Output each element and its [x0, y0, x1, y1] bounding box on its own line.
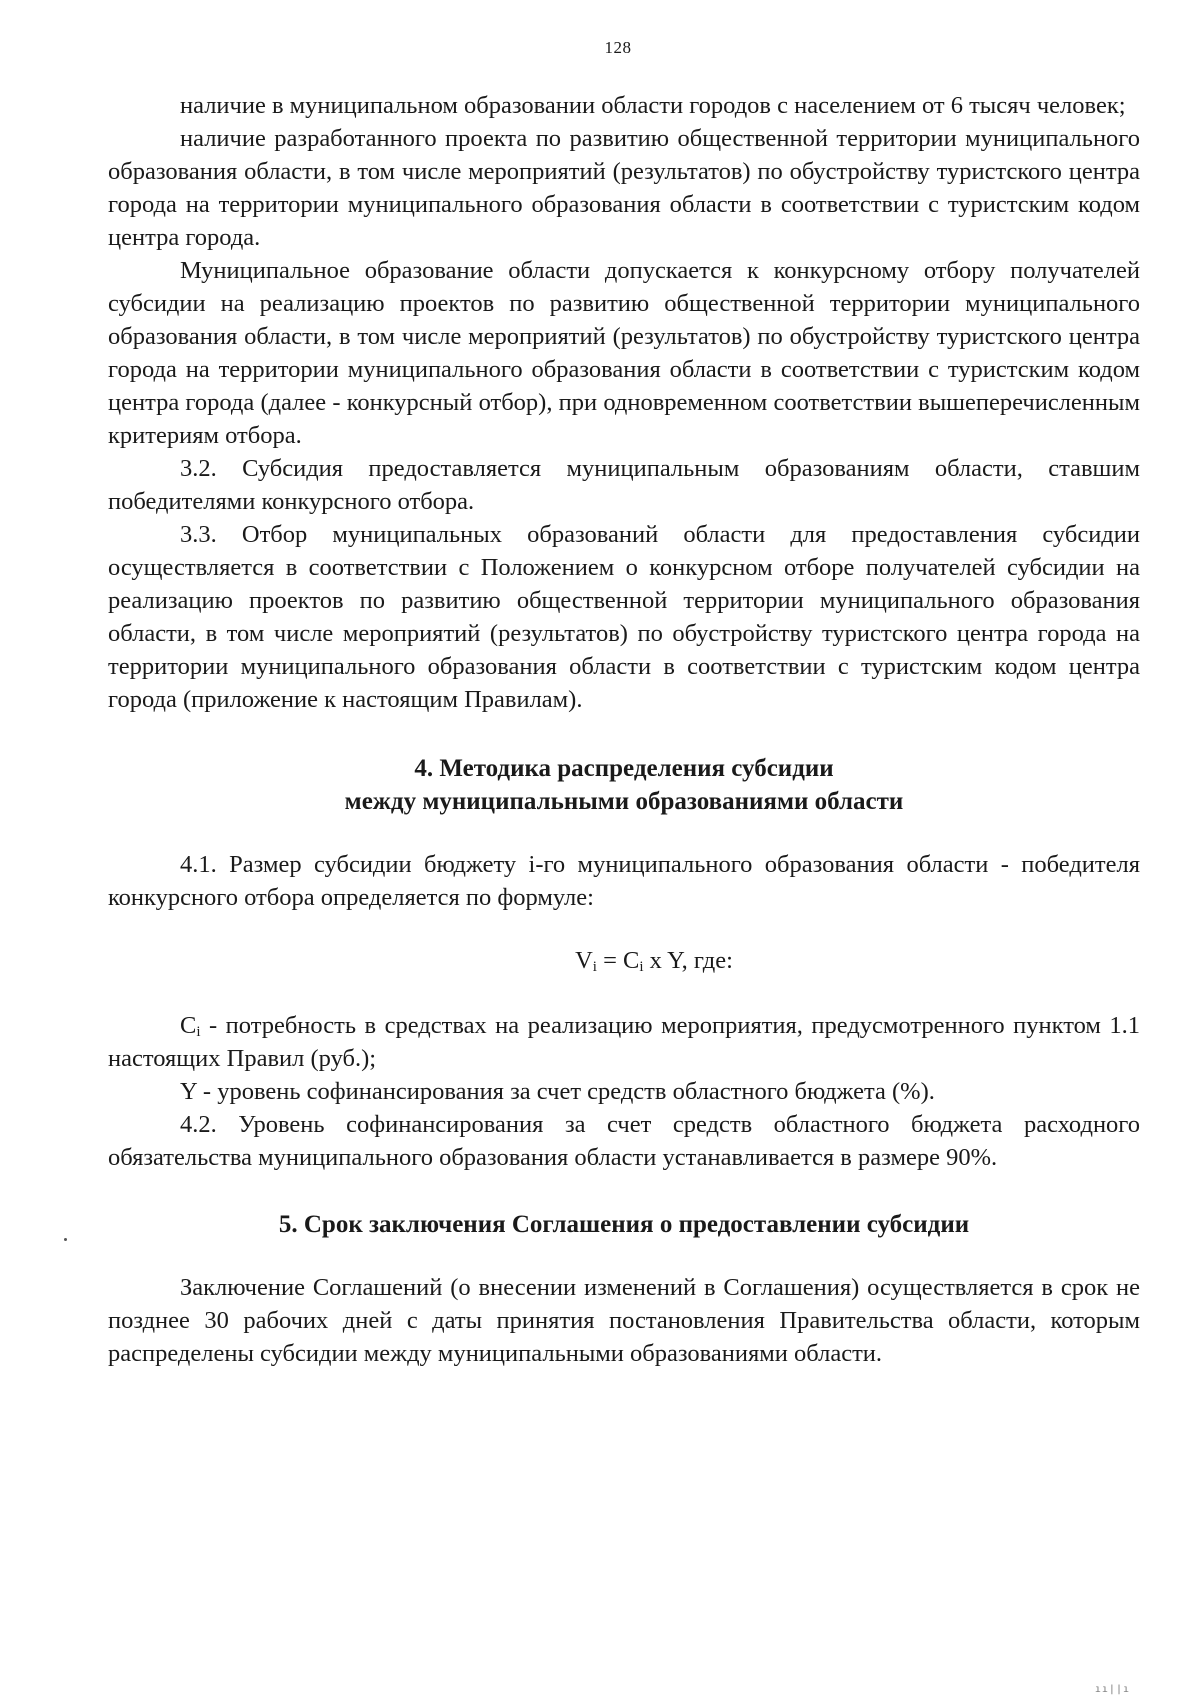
- paragraph-4-1: 4.1. Размер субсидии бюджету i-го муниципального образования области - победителя конкурсного отбора определяется по формуле:: [108, 851, 1140, 911]
- formula-v: V: [575, 947, 593, 974]
- paragraph-5-1: Заключение Соглашений (о внесении изменений в Соглашения) осуществляется в срок не позднее 30 рабочих дней с даты принятия постановления Правительства области, которым распределены субсидии между муниципальными образованиями области.: [108, 1274, 1140, 1367]
- definition-c-sub: i: [196, 1024, 201, 1040]
- paragraph-admission: Муниципальное образование области допускается к конкурсному отбору получателей субсидии на реализацию проектов по развитию общественной территории муниципального образования области, в том числе мероприятий (результатов) по обустройству туристского центра города на территории муниципального образования области в соответствии с туристским кодом центра города (далее - конкурсный отбор), при одновременном соответствии вышеперечисленным критериям отбора.: [108, 257, 1140, 449]
- formula-equals: =: [596, 947, 624, 974]
- formula-v-sub: i: [592, 959, 597, 975]
- section-4-heading-line1: 4. Методика распределения субсидии: [414, 755, 834, 782]
- paragraph-3-2: 3.2. Субсидия предоставляется муниципальным образованиям области, ставшим победителями конкурсного отбора.: [108, 455, 1140, 515]
- formula-c: C: [623, 947, 640, 974]
- paragraph-criteria-project: наличие разработанного проекта по развитию общественной территории муниципального образования области, в том числе мероприятий (результатов) по обустройству туристского центра города на территории муниципального образования области в соответствии с туристским кодом центра города.: [108, 125, 1140, 251]
- definition-c-symbol: C: [180, 1012, 197, 1039]
- definition-c-text: - потребность в средствах на реализацию мероприятия, предусмотренного пунктом 1.1 настоящих Правил (руб.);: [108, 1012, 1140, 1072]
- formula-c-sub: i: [639, 959, 644, 975]
- scan-speck: [64, 1238, 67, 1241]
- section-4-heading: [108, 752, 1140, 818]
- scan-marks: ıı||ı: [1094, 1684, 1130, 1695]
- paragraph-4-2: 4.2. Уровень софинансирования за счет средств областного бюджета расходного обязательства муниципального образования области устанавливается в размере 90%.: [108, 1111, 1140, 1171]
- section-4-heading-line2: между муниципальными образованиями области: [344, 788, 904, 815]
- paragraph-criteria-population: наличие в муниципальном образовании области городов с населением от 6 тысяч человек;: [180, 92, 1126, 119]
- formula: [108, 944, 1140, 977]
- definition-c: [108, 1009, 1140, 1075]
- formula-rest: x Y, где:: [643, 947, 733, 974]
- section-5-heading: 5. Срок заключения Соглашения о предоставлении субсидии: [278, 1211, 970, 1238]
- definition-y: Y - уровень софинансирования за счет средств областного бюджета (%).: [180, 1078, 935, 1105]
- paragraph-3-3: 3.3. Отбор муниципальных образований области для предоставления субсидии осуществляется в соответствии с Положением о конкурсном отборе получателей субсидии на реализацию проектов по развитию общественной территории муниципального образования области, в том числе мероприятий (результатов) по обустройству туристского центра города на территории муниципального образования области в соответствии с туристским кодом центра города (приложение к настоящим Правилам).: [108, 521, 1140, 713]
- page-number: 128: [604, 38, 632, 57]
